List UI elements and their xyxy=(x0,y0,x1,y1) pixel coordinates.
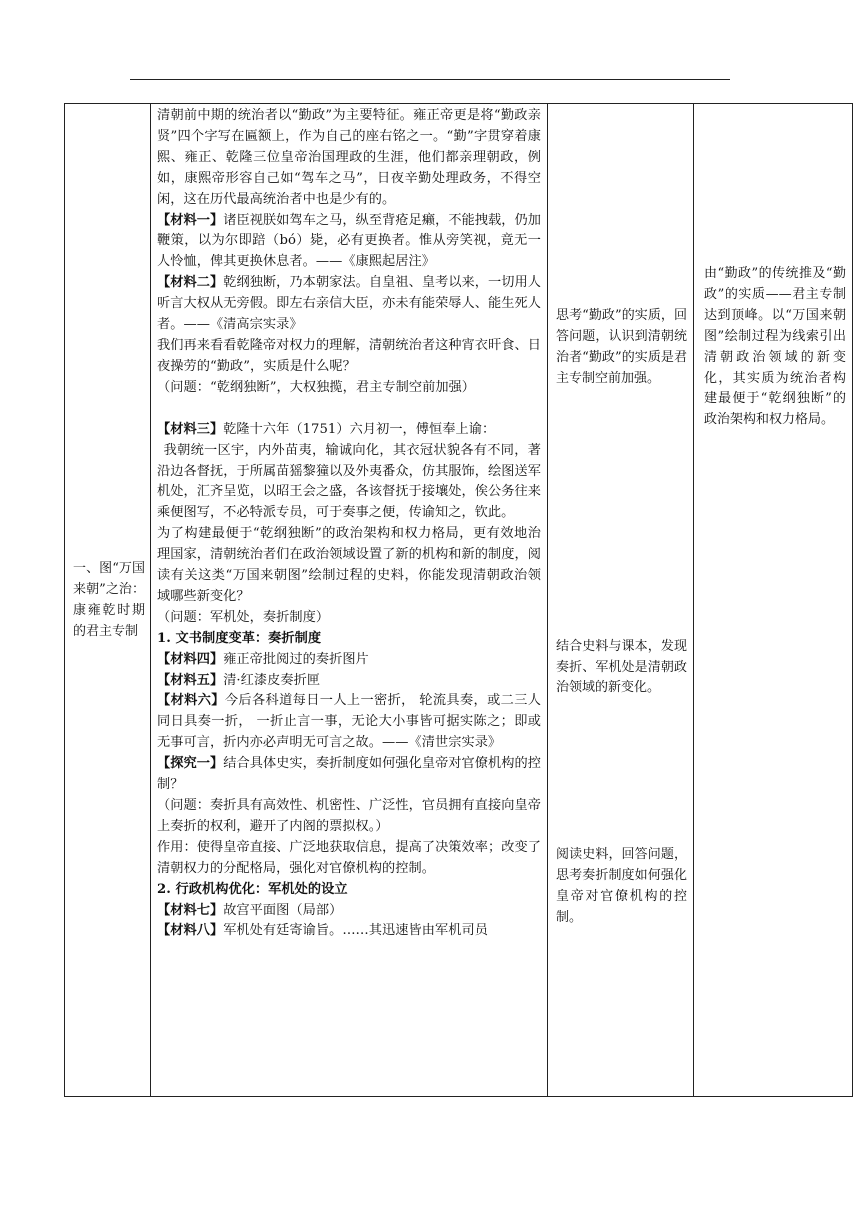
table-row xyxy=(65,104,853,1097)
section-title-cell xyxy=(65,104,151,1097)
question-1: 我们再来看看乾隆帝对权力的理解，清朝统治者这种宵衣旰食、日夜操劳的“勤政”，实质是什么呢？ xyxy=(157,337,541,374)
material-label: 【材料二】 xyxy=(157,275,224,291)
material-7 xyxy=(157,901,541,922)
teaching-content-cell xyxy=(151,104,548,1097)
question-2: 为了构建最便于“乾纲独断”的政治架构和权力格局，更有效地治理国家，清朝统治者们在政治领域设置了新的机构和新的制度，阅读有关这类“万国来朝图”绘制过程的史料，你能发现清朝政治领域哪些新变化？ xyxy=(157,526,541,604)
subheading-2: 2. 行政机构优化：军机处的设立 xyxy=(157,881,348,897)
material-1 xyxy=(157,211,541,274)
material-text: 雍正帝批阅过的奏折图片 xyxy=(223,651,369,667)
subheading-1: 1. 文书制度变革：奏折制度 xyxy=(157,630,322,646)
exploration-1 xyxy=(157,754,541,796)
blank-line xyxy=(157,399,541,420)
answer-1: （问题：“乾纲独断”，大权独揽，君主专制空前加强） xyxy=(157,379,476,395)
answer-3: （问题：奏折具有高效性、机密性、广泛性，官员拥有直接向皇帝上奏折的权利，避开了内阁的票拟权。） xyxy=(157,798,541,834)
material-3-body: 我朝统一区宇，内外苗夷，输诚向化，其衣冠状貌各有不同，著沿边各督抚，于所属苗猺黎獞以及外夷番众，仿其服饰，绘图送军机处，汇齐呈览，以昭王会之盛，各该督抚于接壤处，俟公务往来乘便图写，不必特派专员，可于奏事之便，传谕知之，钦此。 xyxy=(157,442,541,521)
material-text: 故宫平面图（局部） xyxy=(223,902,343,918)
design-intent-cell xyxy=(694,104,853,1097)
answer-2: （问题：军机处，奏折制度） xyxy=(157,609,330,625)
effect-paragraph: 作用：使得皇帝直接、广泛地获取信息，提高了决策效率；改变了清朝权力的分配格局，强化对官僚机构的控制。 xyxy=(157,839,541,876)
design-intent: 由“勤政”的传统推及“勤政”的实质——君主专制达到顶峰。以“万国来朝图”绘制过程为线索引出清朝政治领域的新变化，其实质为统治者构建最便于“乾纲独断”的政治架构和权力格局。 xyxy=(704,266,846,428)
student-activity-2: 结合史料与课本，发现奏折、军机处是清朝政治领域的新变化。 xyxy=(556,638,687,696)
material-5 xyxy=(157,671,541,692)
material-label: 【材料四】 xyxy=(157,651,224,667)
student-activity-cell xyxy=(548,104,694,1097)
intro-paragraph: 清朝前中期的统治者以“勤政”为主要特征。雍正帝更是将“勤政亲贤”四个字写在匾额上，作为自己的座右铭之一。“勤”字贯穿着康熙、雍正、乾隆三位皇帝治国理政的生涯，他们都亲理朝政，例如，康熙帝形容自己如“驾车之马”，日夜辛勤处理政务，不得空闲，这在历代最高统治者中也是少有的。 xyxy=(157,108,541,207)
material-6 xyxy=(157,691,541,754)
exploration-label: 【探究一】 xyxy=(157,756,224,772)
exploration-text: 结合具体史实，奏折制度如何强化皇帝对官僚机构的控制？ xyxy=(157,756,542,793)
material-label: 【材料一】 xyxy=(157,212,224,228)
section-title: 一、图“万国来朝”之治：康雍乾时期的君主专制 xyxy=(73,561,145,639)
material-8 xyxy=(157,921,541,942)
material-text: 今后各科道每日一人上一密折， 轮流具奏，或二三人同日具奏一折， 一折止言一事，无论大小事皆可据实陈之；即或无事可言，折内亦必声明无可言之故。——《清世宗实录》 xyxy=(157,693,542,751)
student-activity-1: 思考“勤政”的实质，回答问题，认识到清朝统治者“勤政”的实质是君主专制空前加强。 xyxy=(556,308,687,386)
material-text: 乾隆十六年（1751）六月初一，傅恒奉上谕： xyxy=(223,421,496,437)
student-activity-3: 阅读史料，回答问题，思考奏折制度如何强化皇帝对官僚机构的控制。 xyxy=(556,847,687,926)
material-text: 清·红漆皮奏折匣 xyxy=(223,672,321,688)
material-label: 【材料八】 xyxy=(157,923,224,939)
material-text: 军机处有廷寄谕旨。……其迅速皆由军机司员 xyxy=(223,923,488,939)
lesson-plan-table xyxy=(64,103,853,1097)
material-text: 乾纲独断，乃本朝家法。自皇祖、皇考以来，一切用人听言大权从无旁假。即左右亲信大臣，亦未有能荣辱人、能生死人者。——《清高宗实录》 xyxy=(157,275,542,333)
material-text: 诸臣视朕如驾车之马，纵至背疮足癞，不能拽载，仍加鞭策，以为尔即踣（bó）毙，必有更换者。惟从旁笑视，竟无一人怜恤，俾其更换休息者。——《康熙起居注》 xyxy=(157,212,542,270)
material-3-head xyxy=(157,420,541,441)
material-label: 【材料七】 xyxy=(157,902,224,918)
material-label: 【材料五】 xyxy=(157,672,224,688)
material-label: 【材料三】 xyxy=(157,421,224,437)
material-label: 【材料六】 xyxy=(157,693,225,709)
material-4 xyxy=(157,650,541,671)
material-2 xyxy=(157,273,541,336)
header-rule xyxy=(130,79,730,80)
